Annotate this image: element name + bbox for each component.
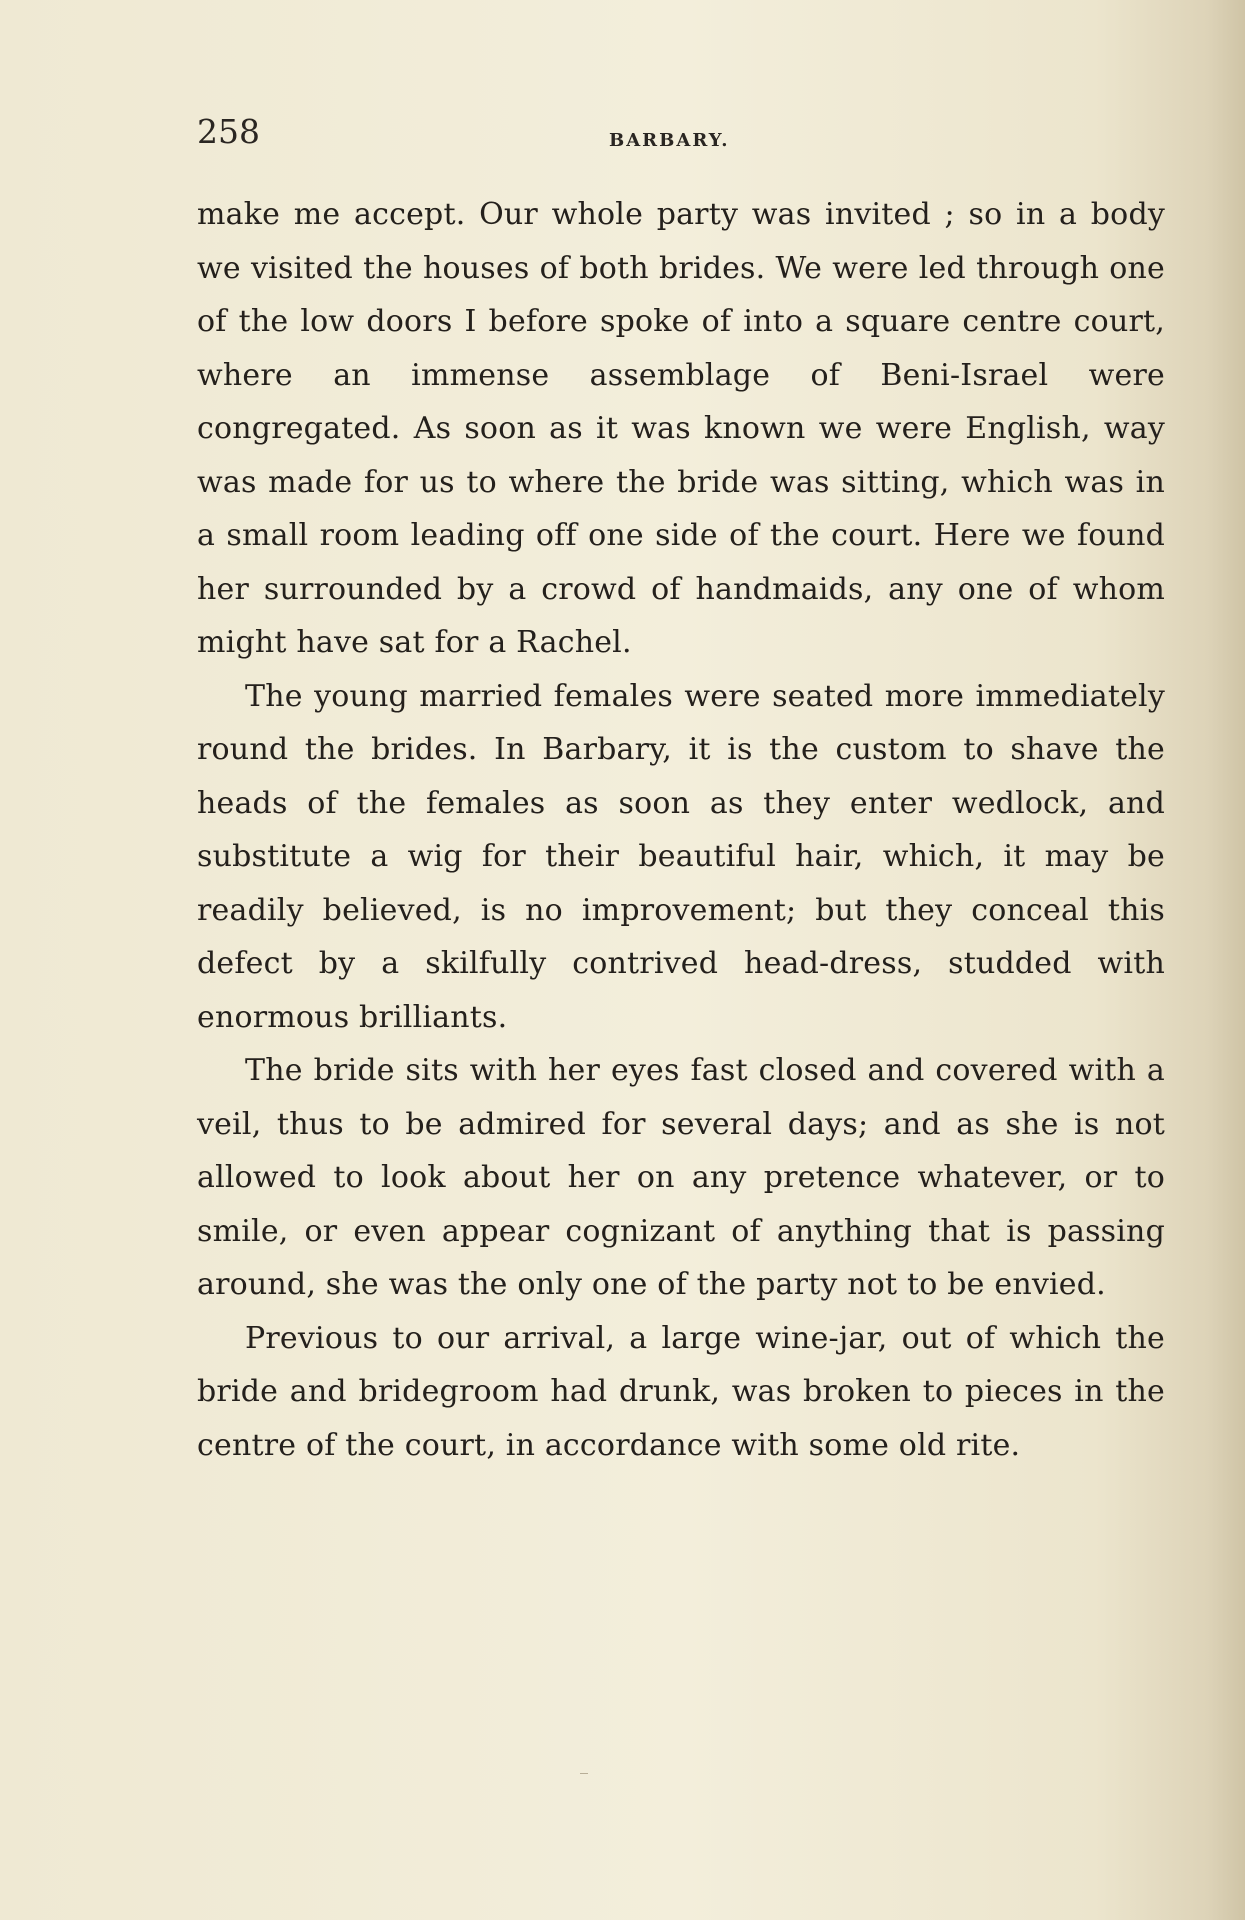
page-number: 258 [197,112,260,151]
body-text [197,188,1165,1472]
running-title: BARBARY. [609,130,730,151]
paragraph-3: The bride sits with her eyes fast closed and covered with a veil, thus to be admired for several days; and as she is not allowed to look about her on any pretence whatever, or to smile, or even appear cognizant of anything that is passing around, she was the only one of the party not to be envied. [197,1053,1165,1302]
paragraph-2: The young married females were seated more immediately round the brides. In Barbary, it is the custom to shave the heads of the females as soon as they enter wedlock, and substitute a wig for their beautiful hair, which, it may be readily believed, is no improvement; but they conceal this defect by a skilfully contrived head-dress, studded with enormous brilliants. [197,678,1165,1035]
paragraph-4: Previous to our arrival, a large wine-jar, out of which the bride and bridegroom had drunk, was broken to pieces in the centre of the court, in accordance with some old rite. [197,1320,1165,1463]
footer-mark [580,1773,588,1774]
running-head [197,112,1157,160]
paragraph-1: make me accept. Our whole party was invited ; so in a body we visited the houses of both brides. We were led through one of the low doors I before spoke of into a square centre court, where an immense assemblage of Beni-Israel were congregated. As soon as it was known we were English, way was made for us to where the bride was sitting, which was in a small room leading off one side of the court. Here we found her surrounded by a crowd of handmaids, any one of whom might have sat for a Rachel. [197,197,1165,660]
